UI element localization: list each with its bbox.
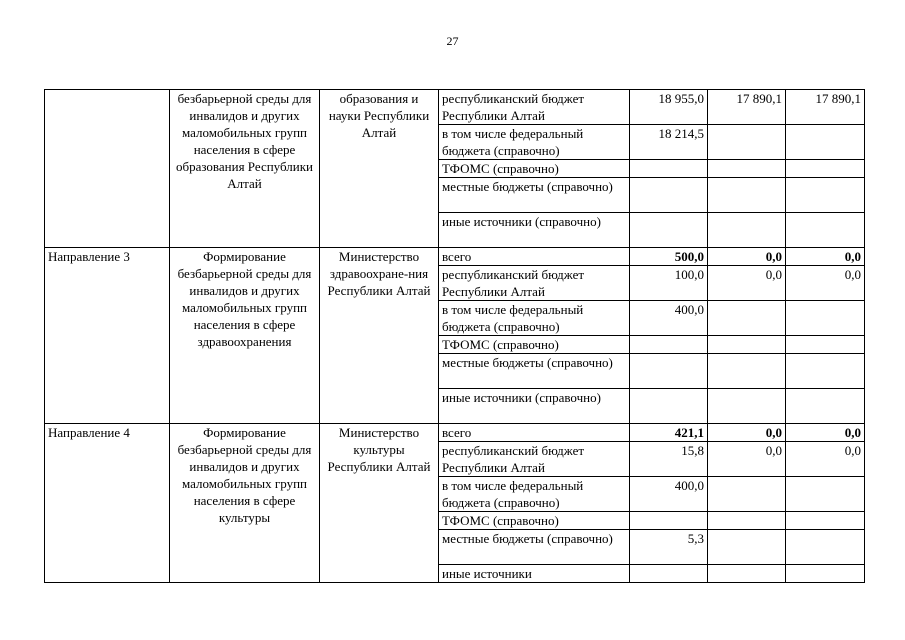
funding-source-cell: в том числе федеральный бюджета (справочно): [439, 301, 630, 336]
value-cell-year-3: [786, 160, 865, 178]
value-cell-year-3: [786, 125, 865, 160]
table-row: [45, 90, 865, 125]
value-cell-year-2: [708, 530, 786, 565]
goal-cell: Формирование безбарьерной среды для инвалидов и других маломобильных групп населения в сфере здравоохранения: [170, 248, 320, 424]
value-cell-year-1: 400,0: [630, 477, 708, 512]
value-cell-year-2: [708, 336, 786, 354]
value-cell-year-3: 0,0: [786, 266, 865, 301]
value-cell-year-1: 421,1: [630, 424, 708, 442]
funding-source-cell: местные бюджеты (справочно): [439, 178, 630, 213]
funding-source-cell: иные источники (справочно): [439, 213, 630, 248]
budget-table: [44, 89, 865, 583]
value-cell-year-3: [786, 213, 865, 248]
executor-cell: образования и науки Республики Алтай: [320, 90, 439, 248]
goal-cell: Формирование безбарьерной среды для инвалидов и других маломобильных групп населения в сфере культуры: [170, 424, 320, 583]
value-cell-year-2: [708, 160, 786, 178]
value-cell-year-1: 15,8: [630, 442, 708, 477]
value-cell-year-3: 17 890,1: [786, 90, 865, 125]
funding-source-cell: иные источники: [439, 565, 630, 583]
value-cell-year-1: 100,0: [630, 266, 708, 301]
funding-source-cell: ТФОМС (справочно): [439, 336, 630, 354]
value-cell-year-1: [630, 178, 708, 213]
value-cell-year-1: [630, 512, 708, 530]
value-cell-year-3: 0,0: [786, 424, 865, 442]
value-cell-year-3: [786, 477, 865, 512]
value-cell-year-2: 0,0: [708, 442, 786, 477]
value-cell-year-1: [630, 160, 708, 178]
value-cell-year-1: [630, 565, 708, 583]
value-cell-year-2: [708, 178, 786, 213]
page-number: 27: [446, 34, 459, 48]
value-cell-year-2: [708, 301, 786, 336]
funding-source-cell: республиканский бюджет Республики Алтай: [439, 90, 630, 125]
value-cell-year-2: 0,0: [708, 248, 786, 266]
funding-source-cell: ТФОМС (справочно): [439, 160, 630, 178]
value-cell-year-1: 5,3: [630, 530, 708, 565]
value-cell-year-3: [786, 565, 865, 583]
funding-source-cell: республиканский бюджет Республики Алтай: [439, 442, 630, 477]
funding-source-cell: в том числе федеральный бюджета (справочно): [439, 477, 630, 512]
funding-source-cell: всего: [439, 248, 630, 266]
funding-source-cell: ТФОМС (справочно): [439, 512, 630, 530]
value-cell-year-2: [708, 213, 786, 248]
value-cell-year-1: 500,0: [630, 248, 708, 266]
goal-cell: безбарьерной среды для инвалидов и других маломобильных групп населения в сфере образования Республики Алтай: [170, 90, 320, 248]
value-cell-year-2: [708, 389, 786, 424]
executor-cell: Министерство здравоохране-ния Республики Алтай: [320, 248, 439, 424]
executor-cell: Министерство культуры Республики Алтай: [320, 424, 439, 583]
funding-source-cell: всего: [439, 424, 630, 442]
table-row: [45, 248, 865, 266]
funding-source-cell: республиканский бюджет Республики Алтай: [439, 266, 630, 301]
funding-source-cell: в том числе федеральный бюджета (справочно): [439, 125, 630, 160]
funding-source-cell: местные бюджеты (справочно): [439, 354, 630, 389]
value-cell-year-2: [708, 477, 786, 512]
value-cell-year-1: 18 214,5: [630, 125, 708, 160]
value-cell-year-3: [786, 354, 865, 389]
value-cell-year-1: [630, 336, 708, 354]
value-cell-year-2: [708, 125, 786, 160]
direction-cell: [45, 90, 170, 248]
value-cell-year-3: [786, 530, 865, 565]
value-cell-year-3: 0,0: [786, 248, 865, 266]
value-cell-year-3: [786, 301, 865, 336]
direction-cell: Направление 3: [45, 248, 170, 424]
budget-table-body: [45, 90, 865, 583]
value-cell-year-1: 18 955,0: [630, 90, 708, 125]
value-cell-year-3: [786, 389, 865, 424]
value-cell-year-2: [708, 565, 786, 583]
value-cell-year-2: 17 890,1: [708, 90, 786, 125]
value-cell-year-1: 400,0: [630, 301, 708, 336]
value-cell-year-3: [786, 336, 865, 354]
value-cell-year-2: 0,0: [708, 424, 786, 442]
value-cell-year-2: 0,0: [708, 266, 786, 301]
funding-source-cell: иные источники (справочно): [439, 389, 630, 424]
value-cell-year-2: [708, 512, 786, 530]
value-cell-year-3: [786, 178, 865, 213]
table-row: [45, 424, 865, 442]
value-cell-year-3: 0,0: [786, 442, 865, 477]
direction-cell: Направление 4: [45, 424, 170, 583]
funding-source-cell: местные бюджеты (справочно): [439, 530, 630, 565]
value-cell-year-3: [786, 512, 865, 530]
value-cell-year-2: [708, 354, 786, 389]
value-cell-year-1: [630, 213, 708, 248]
value-cell-year-1: [630, 389, 708, 424]
value-cell-year-1: [630, 354, 708, 389]
